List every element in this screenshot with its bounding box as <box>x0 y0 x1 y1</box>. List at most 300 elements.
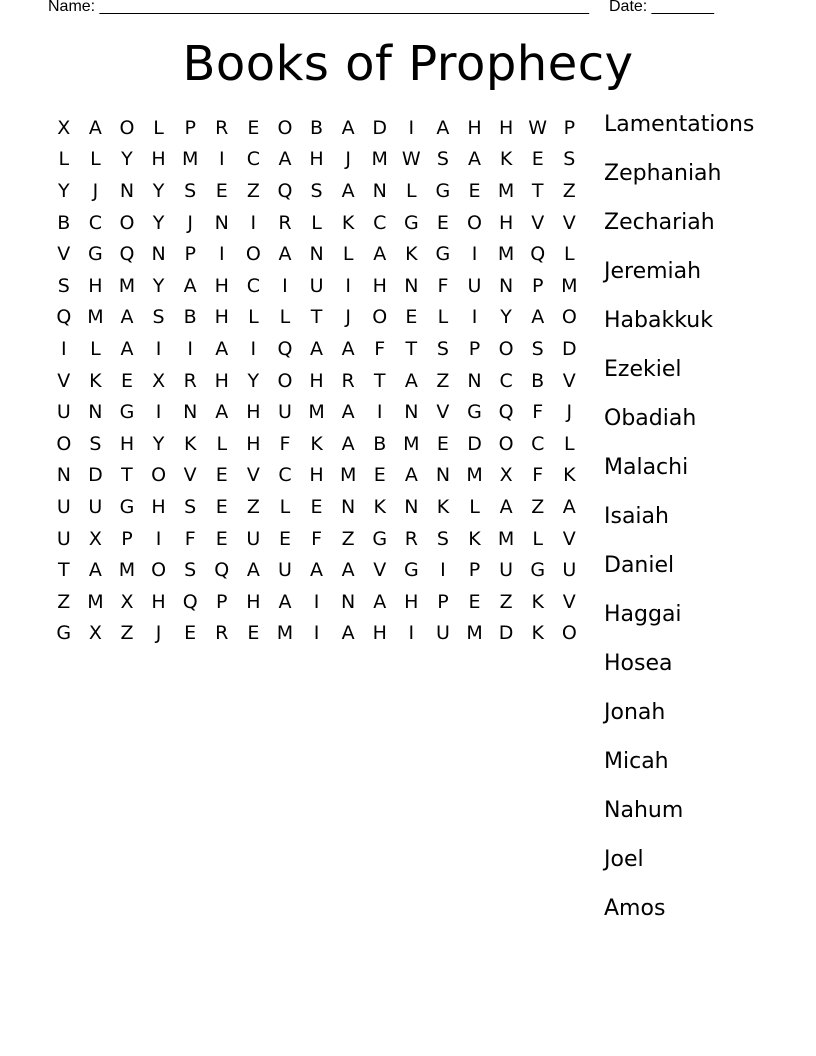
grid-letter: L <box>342 243 354 266</box>
grid-letter: I <box>218 148 225 171</box>
grid-letter: I <box>155 401 162 424</box>
grid-letter: P <box>216 590 228 613</box>
grid-letter: E <box>278 527 291 550</box>
grid-letter: U <box>246 527 261 550</box>
grid-letter: E <box>405 306 418 329</box>
grid-letter: N <box>183 401 198 424</box>
grid-letter: A <box>562 495 576 518</box>
grid-letter: E <box>247 116 260 139</box>
grid-letter: I <box>376 401 383 424</box>
grid-letter: E <box>373 464 386 487</box>
grid-letter: S <box>184 559 197 582</box>
grid-letter: B <box>531 369 545 392</box>
word-list <box>604 109 754 942</box>
grid-letter: H <box>151 148 166 171</box>
word-list-item: Haggai <box>604 602 682 627</box>
grid-letter: O <box>245 243 261 266</box>
grid-letter: G <box>435 243 451 266</box>
grid-letter: L <box>279 495 291 518</box>
grid-letter: E <box>120 369 133 392</box>
grid-letter: A <box>120 337 134 360</box>
grid-letter: P <box>184 243 196 266</box>
grid-letter: R <box>278 211 292 234</box>
grid-letter: K <box>183 432 197 455</box>
grid-letter: C <box>246 148 260 171</box>
grid-letter: M <box>118 274 136 297</box>
word-list-item: Zephaniah <box>604 161 722 186</box>
grid-letter: M <box>497 179 515 202</box>
grid-letter: I <box>440 559 446 582</box>
grid-letter: C <box>246 274 260 297</box>
grid-letter: O <box>119 116 135 139</box>
grid-letter: A <box>246 559 260 582</box>
grid-letter: I <box>187 337 193 360</box>
grid-letter: Z <box>499 590 513 613</box>
grid-letter: N <box>56 464 71 487</box>
grid-letter: M <box>561 274 578 297</box>
grid-letter: K <box>405 243 418 266</box>
grid-letter: G <box>88 243 103 266</box>
grid-letter: C <box>531 432 545 455</box>
grid-letter: M <box>466 464 483 487</box>
grid-letter: U <box>56 495 71 518</box>
grid-letter: L <box>564 243 575 266</box>
grid-letter: J <box>155 622 162 645</box>
grid-letter: V <box>562 211 576 234</box>
grid-letter: H <box>246 401 261 424</box>
grid-letter: P <box>184 116 196 139</box>
grid-letter: J <box>187 211 193 234</box>
grid-letter: S <box>184 495 197 518</box>
grid-letter: L <box>564 432 575 455</box>
grid-letter: K <box>373 495 386 518</box>
grid-letter: A <box>404 369 418 392</box>
word-list-item: Hosea <box>604 651 673 676</box>
grid-letter: E <box>531 148 544 171</box>
grid-letter: P <box>468 559 481 582</box>
grid-letter: A <box>88 559 102 582</box>
grid-letter: K <box>499 148 513 171</box>
word-list-item: Nahum <box>604 798 684 823</box>
grid-letter: A <box>341 559 355 582</box>
grid-letter: N <box>341 590 356 613</box>
grid-letter: O <box>119 211 135 234</box>
grid-letter: N <box>372 179 387 202</box>
grid-letter: R <box>215 116 229 139</box>
grid-letter: Y <box>152 274 165 297</box>
grid-letter: T <box>310 306 323 329</box>
grid-letter: V <box>436 401 450 424</box>
grid-letter: U <box>56 527 71 550</box>
grid-letter: J <box>345 148 351 171</box>
grid-letter: O <box>277 369 293 392</box>
grid-letter: V <box>183 464 197 487</box>
grid-letter: K <box>341 211 355 234</box>
grid-letter: D <box>88 464 103 487</box>
grid-letter: Q <box>498 401 514 424</box>
grid-letter: B <box>183 306 197 329</box>
grid-letter: D <box>467 432 482 455</box>
grid-letter: T <box>405 337 418 360</box>
grid-letter: O <box>151 559 167 582</box>
word-list-item: Malachi <box>604 455 689 480</box>
grid-letter: U <box>88 495 103 518</box>
grid-letter: J <box>345 306 351 329</box>
grid-letter: L <box>248 306 259 329</box>
grid-letter: C <box>88 211 103 234</box>
grid-letter: I <box>408 622 415 645</box>
grid-letter: P <box>468 337 481 360</box>
name-field: Name: _______________________________________________________ <box>48 0 589 15</box>
grid-letter: A <box>278 148 292 171</box>
grid-letter: A <box>373 243 387 266</box>
grid-letter: X <box>88 622 102 645</box>
word-list-item: Joel <box>604 847 644 872</box>
grid-letter: I <box>250 211 257 234</box>
grid-letter: N <box>404 495 419 518</box>
grid-letter: Y <box>152 179 165 202</box>
grid-letter: H <box>214 274 229 297</box>
grid-letter: U <box>467 274 482 297</box>
grid-letter: Q <box>277 337 293 360</box>
word-list-item: Jonah <box>604 700 666 725</box>
grid-letter: O <box>498 432 514 455</box>
header-line <box>48 0 714 16</box>
grid-letter: I <box>250 337 257 360</box>
grid-letter: M <box>497 243 515 266</box>
grid-letter: I <box>471 306 478 329</box>
grid-letter: I <box>408 116 415 139</box>
grid-letter: P <box>563 116 576 139</box>
grid-letter: F <box>532 401 544 424</box>
grid-letter: G <box>403 559 419 582</box>
grid-letter: L <box>90 148 101 171</box>
grid-letter: A <box>278 243 292 266</box>
grid-letter: K <box>531 622 544 645</box>
grid-letter: A <box>310 559 324 582</box>
grid-letter: T <box>121 464 133 487</box>
grid-letter: N <box>435 464 451 487</box>
grid-letter: H <box>151 590 166 613</box>
grid-letter: Z <box>57 590 71 613</box>
grid-letter: I <box>345 274 351 297</box>
grid-letter: Z <box>341 527 355 550</box>
grid-letter: N <box>88 401 103 424</box>
grid-letter: G <box>119 401 135 424</box>
grid-letter: I <box>282 274 288 297</box>
date-field: Date: _______ <box>608 0 714 15</box>
grid-letter: B <box>373 432 387 455</box>
grid-letter: M <box>497 527 515 550</box>
grid-letter: U <box>277 559 292 582</box>
grid-letter: S <box>436 337 449 360</box>
grid-letter: S <box>563 148 576 171</box>
word-list-item: Jeremiah <box>604 259 702 284</box>
grid-letter: M <box>87 306 104 329</box>
grid-letter: F <box>184 527 196 550</box>
grid-letter: D <box>372 116 388 139</box>
grid-letter: A <box>341 622 355 645</box>
grid-letter: T <box>531 179 544 202</box>
grid-letter: N <box>309 243 324 266</box>
grid-letter: V <box>57 243 71 266</box>
grid-letter: N <box>499 274 514 297</box>
grid-letter: H <box>498 116 514 139</box>
grid-letter: A <box>341 179 355 202</box>
grid-letter: P <box>437 590 449 613</box>
grid-letter: I <box>471 243 478 266</box>
grid-letter: D <box>561 337 577 360</box>
grid-letter: G <box>119 495 135 518</box>
grid-letter: I <box>155 337 162 360</box>
grid-letter: K <box>436 495 450 518</box>
grid-letter: R <box>404 527 418 550</box>
grid-letter: V <box>562 590 576 613</box>
grid-letter: A <box>404 464 418 487</box>
grid-letter: C <box>373 211 387 234</box>
grid-letter: N <box>341 495 356 518</box>
grid-letter: K <box>563 464 576 487</box>
grid-letter: M <box>87 590 104 613</box>
grid-letter: E <box>436 211 449 234</box>
grid-letter: L <box>406 179 417 202</box>
grid-letter: N <box>151 243 166 266</box>
grid-letter: S <box>57 274 70 297</box>
grid-letter: H <box>214 369 229 392</box>
grid-letter: M <box>466 622 483 645</box>
grid-letter: V <box>562 369 576 392</box>
grid-letter: E <box>215 495 228 518</box>
grid-letter: V <box>531 211 545 234</box>
grid-letter: E <box>184 622 197 645</box>
grid-letter: X <box>120 590 134 613</box>
grid-letter: Y <box>247 369 260 392</box>
grid-letter: O <box>561 306 577 329</box>
grid-letter: G <box>435 179 451 202</box>
grid-letter: A <box>341 432 355 455</box>
grid-letter: Q <box>119 243 135 266</box>
grid-letter: K <box>89 369 102 392</box>
grid-letter: H <box>151 495 166 518</box>
grid-letter: N <box>119 179 135 202</box>
grid-letter: A <box>341 116 355 139</box>
grid-letter: M <box>118 559 136 582</box>
grid-letter: N <box>404 401 419 424</box>
grid-letter: Z <box>120 622 134 645</box>
grid-letter: V <box>373 559 387 582</box>
grid-letter: Y <box>152 211 165 234</box>
grid-letter: Q <box>277 179 293 202</box>
grid-letter: B <box>310 116 324 139</box>
grid-letter: A <box>341 337 355 360</box>
letter-grid <box>48 112 585 649</box>
grid-letter: Z <box>246 179 260 202</box>
grid-letter: A <box>183 274 197 297</box>
grid-letter: K <box>468 527 481 550</box>
grid-letter: H <box>404 590 419 613</box>
grid-letter: V <box>246 464 260 487</box>
grid-letter: C <box>499 369 513 392</box>
grid-letter: L <box>437 306 449 329</box>
grid-letter: U <box>562 559 577 582</box>
grid-letter: A <box>531 306 545 329</box>
grid-letter: S <box>152 306 165 329</box>
grid-letter: X <box>499 464 513 487</box>
grid-letter: O <box>56 432 72 455</box>
grid-letter: O <box>467 211 482 234</box>
grid-letter: Y <box>57 179 70 202</box>
grid-letter: Y <box>500 306 512 329</box>
grid-letter: A <box>468 148 482 171</box>
grid-letter: O <box>372 306 388 329</box>
grid-letter: L <box>90 337 101 360</box>
grid-letter: Z <box>436 369 450 392</box>
grid-letter: W <box>401 148 421 171</box>
grid-letter: Q <box>214 559 230 582</box>
grid-letter: R <box>215 622 229 645</box>
grid-letter: M <box>403 432 420 455</box>
grid-letter: I <box>155 527 162 550</box>
grid-letter: H <box>372 274 387 297</box>
grid-letter: M <box>181 148 199 171</box>
grid-letter: X <box>57 116 71 139</box>
grid-letter: K <box>531 590 544 613</box>
grid-letter: H <box>119 432 135 455</box>
grid-letter: L <box>279 306 291 329</box>
grid-letter: E <box>468 179 481 202</box>
grid-letter: K <box>310 432 323 455</box>
grid-letter: S <box>436 527 449 550</box>
word-list-item: Lamentations <box>604 112 755 137</box>
grid-letter: G <box>403 211 419 234</box>
grid-letter: I <box>60 337 67 360</box>
grid-letter: F <box>374 337 386 360</box>
grid-letter: D <box>498 622 514 645</box>
grid-letter: A <box>499 495 513 518</box>
grid-letter: G <box>56 622 72 645</box>
grid-letter: T <box>57 559 70 582</box>
grid-letter: L <box>153 116 164 139</box>
grid-letter: N <box>467 369 482 392</box>
grid-letter: M <box>339 464 357 487</box>
grid-letter: H <box>88 274 103 297</box>
grid-letter: S <box>310 179 323 202</box>
word-list-item: Obadiah <box>604 406 697 431</box>
grid-letter: E <box>215 464 228 487</box>
grid-letter: N <box>404 274 419 297</box>
grid-letter: A <box>215 401 229 424</box>
grid-letter: O <box>498 337 514 360</box>
word-list-item: Isaiah <box>604 504 669 529</box>
grid-letter: H <box>498 211 514 234</box>
grid-letter: H <box>246 432 261 455</box>
grid-letter: H <box>372 622 387 645</box>
grid-letter: H <box>309 148 324 171</box>
grid-letter: U <box>499 559 514 582</box>
grid-letter: J <box>92 179 99 202</box>
grid-letter: Z <box>246 495 260 518</box>
grid-letter: Y <box>121 148 133 171</box>
grid-letter: F <box>279 432 291 455</box>
grid-letter: N <box>214 211 229 234</box>
grid-letter: L <box>58 148 70 171</box>
grid-letter: L <box>469 495 480 518</box>
grid-letter: I <box>313 622 320 645</box>
page-title: Books of Prophecy <box>182 36 634 92</box>
word-list-item: Amos <box>604 896 666 921</box>
grid-letter: L <box>532 527 543 550</box>
grid-letter: A <box>341 401 355 424</box>
grid-letter: F <box>437 274 449 297</box>
grid-letter: U <box>309 274 324 297</box>
grid-letter: U <box>277 401 292 424</box>
grid-letter: Z <box>531 495 545 518</box>
grid-letter: S <box>184 179 197 202</box>
grid-letter: H <box>246 590 261 613</box>
grid-letter: L <box>311 211 322 234</box>
grid-letter: S <box>89 432 102 455</box>
grid-letter: S <box>531 337 544 360</box>
grid-letter: E <box>215 179 228 202</box>
grid-letter: X <box>88 527 102 550</box>
grid-letter: U <box>56 401 71 424</box>
grid-letter: A <box>88 116 102 139</box>
grid-letter: O <box>561 622 577 645</box>
grid-letter: E <box>436 432 449 455</box>
grid-letter: X <box>152 369 166 392</box>
grid-letter: P <box>121 527 133 550</box>
grid-letter: H <box>467 116 482 139</box>
grid-letter: G <box>530 559 546 582</box>
grid-letter: O <box>151 464 167 487</box>
grid-letter: Q <box>56 306 72 329</box>
grid-letter: M <box>308 401 325 424</box>
grid-letter: S <box>436 148 449 171</box>
word-list-item: Zechariah <box>604 210 715 235</box>
grid-letter: O <box>277 116 293 139</box>
grid-letter: H <box>309 369 324 392</box>
word-list-item: Ezekiel <box>604 357 682 382</box>
grid-letter: T <box>373 369 386 392</box>
grid-letter: G <box>467 401 482 424</box>
grid-letter: P <box>531 274 544 297</box>
grid-letter: A <box>310 337 324 360</box>
grid-letter: Q <box>530 243 546 266</box>
grid-letter: Y <box>152 432 165 455</box>
grid-letter: W <box>528 116 548 139</box>
grid-letter: R <box>183 369 197 392</box>
word-list-item: Micah <box>604 749 669 774</box>
grid-letter: A <box>120 306 134 329</box>
grid-letter: U <box>435 622 450 645</box>
grid-letter: A <box>278 590 292 613</box>
grid-letter: Q <box>182 590 198 613</box>
grid-letter: A <box>436 116 450 139</box>
grid-letter: E <box>247 622 260 645</box>
grid-letter: M <box>276 622 294 645</box>
grid-letter: G <box>372 527 388 550</box>
grid-letter: I <box>313 590 320 613</box>
word-list-item: Daniel <box>604 553 675 578</box>
grid-letter: E <box>468 590 481 613</box>
grid-letter: M <box>371 148 388 171</box>
grid-letter: H <box>309 464 324 487</box>
grid-letter: R <box>341 369 355 392</box>
grid-letter: A <box>215 337 229 360</box>
grid-letter: F <box>311 527 323 550</box>
grid-letter: Z <box>562 179 576 202</box>
grid-letter: V <box>57 369 71 392</box>
